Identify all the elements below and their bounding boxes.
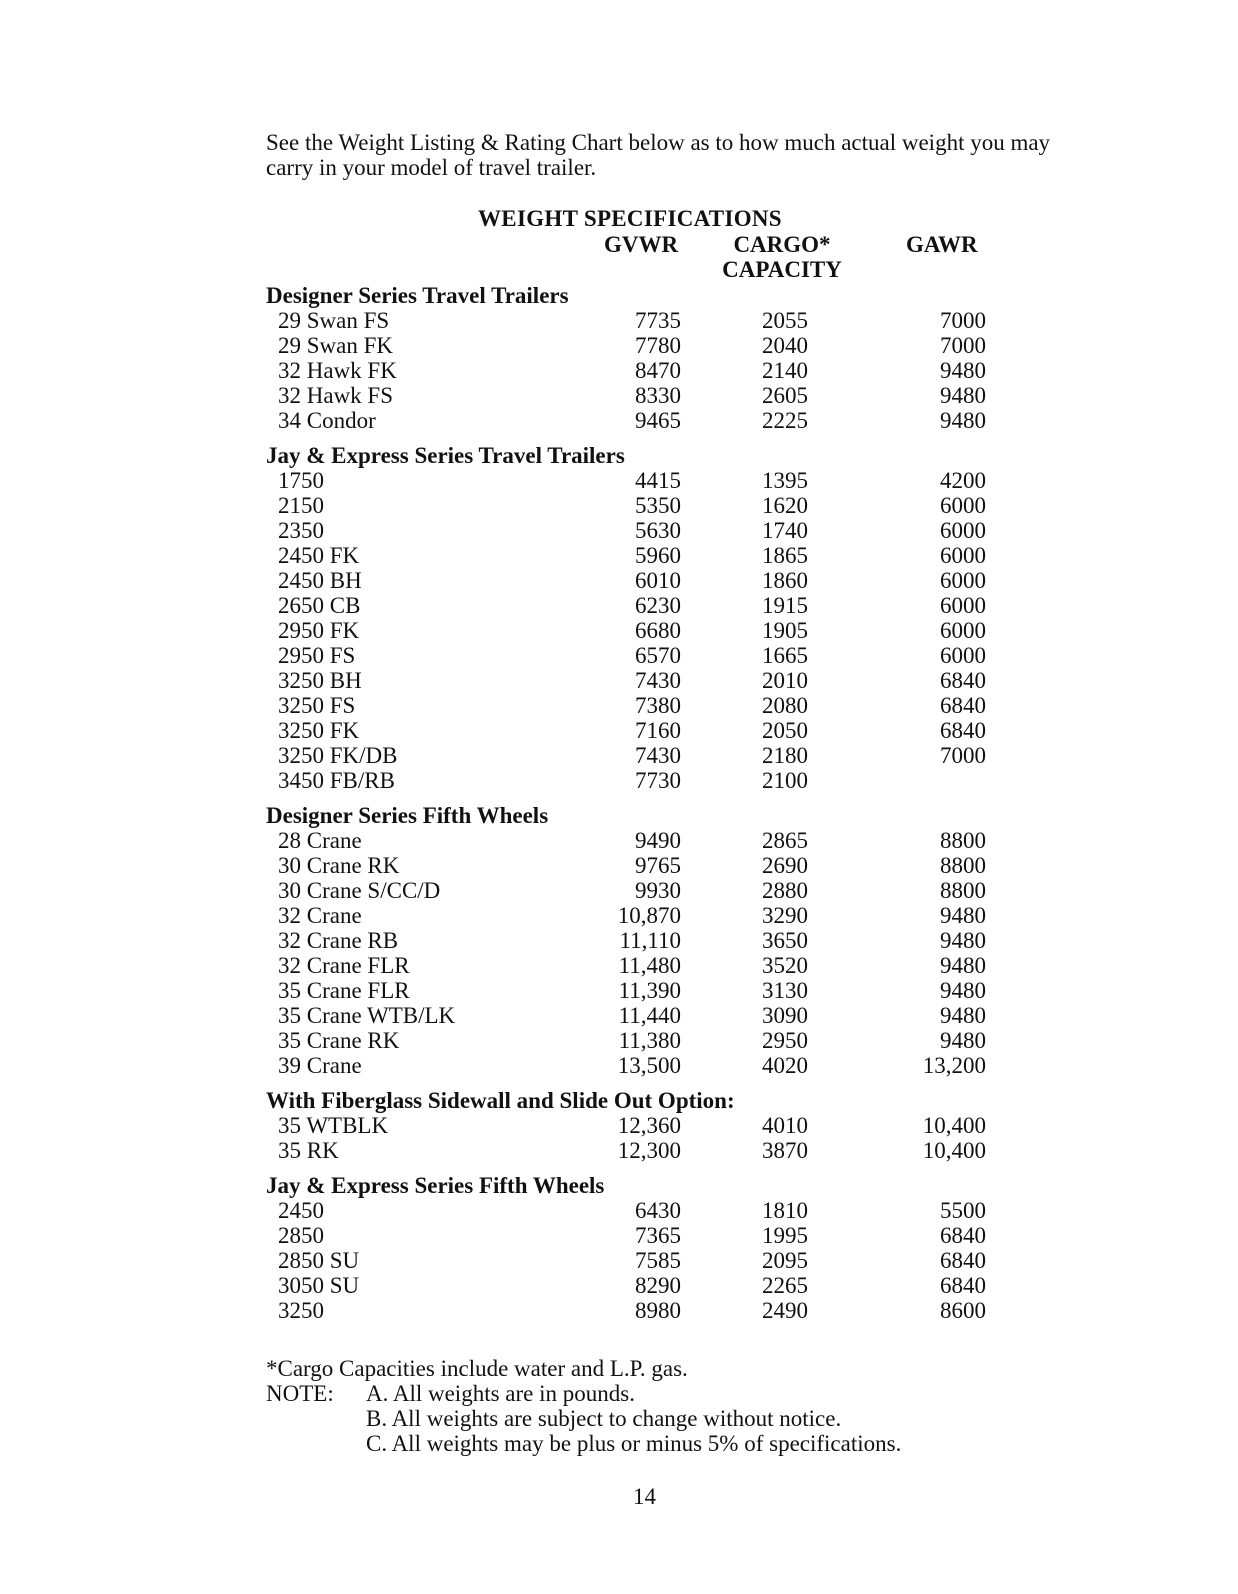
gvwr-cell: 8470 [635, 358, 681, 383]
gawr-cell: 9480 [940, 383, 986, 408]
gawr-cell: 6000 [940, 518, 986, 543]
model-cell: 2450 [278, 1198, 324, 1223]
table-row [266, 953, 1006, 978]
gawr-cell: 9480 [940, 903, 986, 928]
cargo-cell: 2010 [762, 668, 808, 693]
gvwr-cell: 9490 [635, 828, 681, 853]
cargo-cell: 2225 [762, 408, 808, 433]
table-row [266, 668, 1006, 693]
cargo-cell: 1860 [762, 568, 808, 593]
model-cell: 32 Crane RB [278, 928, 399, 953]
cargo-cell: 1395 [762, 468, 808, 493]
section-title: With Fiberglass Sidewall and Slide Out Option: [266, 1088, 735, 1113]
gawr-cell: 9480 [940, 1003, 986, 1028]
gvwr-cell: 8330 [635, 383, 681, 408]
gawr-cell: 5500 [940, 1198, 986, 1223]
cargo-cell: 3290 [762, 903, 808, 928]
cargo-cell: 2040 [762, 333, 808, 358]
cargo-cell: 2490 [762, 1298, 808, 1323]
cargo-cell: 4020 [762, 1053, 808, 1078]
model-cell: 2950 FK [278, 618, 360, 643]
model-cell: 3250 FK/DB [278, 743, 398, 768]
gawr-cell: 6000 [940, 543, 986, 568]
table-row [266, 308, 1006, 333]
table-row [266, 333, 1006, 358]
table-row [266, 593, 1006, 618]
cargo-cell: 2690 [762, 853, 808, 878]
page-number: 14 [633, 1484, 656, 1509]
table-row [266, 1198, 1006, 1223]
cargo-cell: 4010 [762, 1113, 808, 1138]
model-cell: 2650 CB [278, 593, 361, 618]
model-cell: 3250 BH [278, 668, 362, 693]
gawr-cell: 7000 [940, 333, 986, 358]
cargo-cell: 3130 [762, 978, 808, 1003]
gawr-cell: 9480 [940, 1028, 986, 1053]
model-cell: 30 Crane S/CC/D [278, 878, 441, 903]
model-cell: 2450 FK [278, 543, 360, 568]
model-cell: 3250 [278, 1298, 324, 1323]
cargo-cell: 2100 [762, 768, 808, 793]
gvwr-cell: 7365 [635, 1223, 681, 1248]
gvwr-cell: 6230 [635, 593, 681, 618]
table-row [266, 468, 1006, 493]
table-row [266, 828, 1006, 853]
intro-paragraph: See the Weight Listing & Rating Chart below as to how much actual weight you may carry in your model of travel trailer. [266, 130, 1051, 180]
table-row [266, 903, 1006, 928]
gvwr-cell: 7735 [635, 308, 681, 333]
table-section [266, 1088, 1006, 1163]
table-row [266, 358, 1006, 383]
gvwr-cell: 13,500 [617, 1053, 681, 1078]
note-item: C. All weights may be plus or minus 5% of specifications. [366, 1431, 902, 1456]
table-row [266, 518, 1006, 543]
gawr-cell: 6000 [940, 568, 986, 593]
model-cell: 35 WTBLK [278, 1113, 389, 1138]
gvwr-cell: 9930 [635, 878, 681, 903]
model-cell: 2850 SU [278, 1248, 360, 1273]
model-cell: 28 Crane [278, 828, 362, 853]
gvwr-cell: 8290 [635, 1273, 681, 1298]
gawr-cell: 6840 [940, 1248, 986, 1273]
model-cell: 32 Hawk FS [278, 383, 394, 408]
gvwr-cell: 7585 [635, 1248, 681, 1273]
cargo-cell: 2605 [762, 383, 808, 408]
cargo-cell: 2140 [762, 358, 808, 383]
gvwr-cell: 6570 [635, 643, 681, 668]
model-cell: 2150 [278, 493, 324, 518]
model-cell: 29 Swan FK [278, 333, 394, 358]
table-row [266, 928, 1006, 953]
section-title: Designer Series Travel Trailers [266, 283, 569, 308]
model-cell: 32 Crane [278, 903, 362, 928]
model-cell: 32 Crane FLR [278, 953, 410, 978]
gvwr-cell: 6680 [635, 618, 681, 643]
model-cell: 2350 [278, 518, 324, 543]
cargo-cell: 3870 [762, 1138, 808, 1163]
model-cell: 35 Crane FLR [278, 978, 410, 1003]
section-title: Jay & Express Series Fifth Wheels [266, 1173, 605, 1198]
table-row [266, 1028, 1006, 1053]
gvwr-cell: 11,440 [618, 1003, 681, 1028]
gawr-cell: 8800 [940, 878, 986, 903]
table-row [266, 1138, 1006, 1163]
gawr-cell: 7000 [940, 743, 986, 768]
cargo-cell: 1905 [762, 618, 808, 643]
gvwr-cell: 7730 [635, 768, 681, 793]
gawr-cell: 4200 [940, 468, 986, 493]
cargo-cell: 2050 [762, 718, 808, 743]
table-row [266, 1273, 1006, 1298]
table-row [266, 643, 1006, 668]
gvwr-cell: 7780 [635, 333, 681, 358]
cargo-cell: 3650 [762, 928, 808, 953]
gawr-cell: 6840 [940, 693, 986, 718]
gvwr-cell: 10,870 [617, 903, 681, 928]
table-row [266, 1113, 1006, 1138]
gvwr-cell: 7380 [635, 693, 681, 718]
table-row [266, 383, 1006, 408]
cargo-cell: 2865 [762, 828, 808, 853]
note-item: B. All weights are subject to change without notice. [366, 1406, 842, 1431]
table-row [266, 693, 1006, 718]
cargo-cell: 1995 [762, 1223, 808, 1248]
gawr-cell: 6000 [940, 643, 986, 668]
gawr-cell: 6840 [940, 1273, 986, 1298]
gawr-cell: 9480 [940, 358, 986, 383]
table-heading: WEIGHT SPECIFICATIONS [478, 206, 782, 231]
model-cell: 29 Swan FS [278, 308, 390, 333]
gvwr-cell: 11,380 [618, 1028, 681, 1053]
gawr-cell: 8800 [940, 828, 986, 853]
model-cell: 39 Crane [278, 1053, 362, 1078]
gawr-cell: 6000 [940, 493, 986, 518]
weight-specifications-table [266, 283, 1006, 1333]
cargo-cell: 1665 [762, 643, 808, 668]
model-cell: 35 Crane RK [278, 1028, 400, 1053]
model-cell: 32 Hawk FK [278, 358, 397, 383]
note-item: A. All weights are in pounds. [366, 1381, 635, 1406]
gawr-cell: 6840 [940, 1223, 986, 1248]
table-row [266, 1223, 1006, 1248]
cargo-cell: 2265 [762, 1273, 808, 1298]
table-row [266, 853, 1006, 878]
model-cell: 3450 FB/RB [278, 768, 395, 793]
model-cell: 30 Crane RK [278, 853, 400, 878]
model-cell: 35 Crane WTB/LK [278, 1003, 456, 1028]
gvwr-cell: 6010 [635, 568, 681, 593]
column-header-gvwr: GVWR [604, 232, 679, 257]
model-cell: 2450 BH [278, 568, 362, 593]
model-cell: 3250 FK [278, 718, 360, 743]
column-header-cargo-line1: CARGO* [733, 232, 831, 257]
gawr-cell: 6840 [940, 718, 986, 743]
gawr-cell: 6000 [940, 618, 986, 643]
gvwr-cell: 8980 [635, 1298, 681, 1323]
model-cell: 35 RK [278, 1138, 339, 1163]
gvwr-cell: 9465 [635, 408, 681, 433]
gawr-cell: 9480 [940, 928, 986, 953]
table-row [266, 1003, 1006, 1028]
notes-label: NOTE: [266, 1381, 334, 1406]
gawr-cell: 9480 [940, 408, 986, 433]
gvwr-cell: 7430 [635, 743, 681, 768]
table-row [266, 978, 1006, 1003]
section-title: Designer Series Fifth Wheels [266, 803, 549, 828]
table-section [266, 1173, 1006, 1323]
gvwr-cell: 7160 [635, 718, 681, 743]
gawr-cell: 8800 [940, 853, 986, 878]
table-row [266, 543, 1006, 568]
cargo-cell: 1810 [762, 1198, 808, 1223]
cargo-footnote: *Cargo Capacities include water and L.P. gas. [266, 1356, 688, 1381]
model-cell: 2950 FS [278, 643, 356, 668]
column-header-cargo [714, 232, 850, 282]
gvwr-cell: 5630 [635, 518, 681, 543]
table-section [266, 443, 1006, 793]
model-cell: 2850 [278, 1223, 324, 1248]
gawr-cell: 8600 [940, 1298, 986, 1323]
table-row [266, 718, 1006, 743]
section-title: Jay & Express Series Travel Trailers [266, 443, 625, 468]
cargo-cell: 2080 [762, 693, 808, 718]
gawr-cell: 13,200 [922, 1053, 986, 1078]
model-cell: 3250 FS [278, 693, 356, 718]
gawr-cell: 9480 [940, 978, 986, 1003]
gvwr-cell: 5350 [635, 493, 681, 518]
column-header-gawr: GAWR [906, 232, 978, 257]
cargo-cell: 2880 [762, 878, 808, 903]
model-cell: 3050 SU [278, 1273, 360, 1298]
table-row [266, 743, 1006, 768]
table-row [266, 768, 1006, 793]
model-cell: 34 Condor [278, 408, 376, 433]
gawr-cell: 10,400 [922, 1138, 986, 1163]
table-row [266, 1248, 1006, 1273]
gawr-cell: 10,400 [922, 1113, 986, 1138]
gvwr-cell: 12,300 [617, 1138, 681, 1163]
gvwr-cell: 5960 [635, 543, 681, 568]
gvwr-cell: 4415 [635, 468, 681, 493]
table-row [266, 493, 1006, 518]
gvwr-cell: 9765 [635, 853, 681, 878]
cargo-cell: 1915 [762, 593, 808, 618]
cargo-cell: 3090 [762, 1003, 808, 1028]
gawr-cell: 6000 [940, 593, 986, 618]
gawr-cell: 9480 [940, 953, 986, 978]
table-row [266, 1053, 1006, 1078]
column-header-cargo-line2: CAPACITY [722, 257, 842, 282]
cargo-cell: 1865 [762, 543, 808, 568]
table-row [266, 568, 1006, 593]
gvwr-cell: 6430 [635, 1198, 681, 1223]
table-row [266, 618, 1006, 643]
gvwr-cell: 11,390 [618, 978, 681, 1003]
table-row [266, 878, 1006, 903]
gvwr-cell: 11,480 [618, 953, 681, 978]
notes-list [366, 1381, 901, 1456]
cargo-cell: 1620 [762, 493, 808, 518]
gawr-cell: 6840 [940, 668, 986, 693]
gvwr-cell: 11,110 [619, 928, 681, 953]
table-section [266, 803, 1006, 1078]
table-section [266, 283, 1006, 433]
table-row [266, 1298, 1006, 1323]
cargo-cell: 1740 [762, 518, 808, 543]
model-cell: 1750 [278, 468, 324, 493]
cargo-cell: 2180 [762, 743, 808, 768]
cargo-cell: 2095 [762, 1248, 808, 1273]
gawr-cell: 7000 [940, 308, 986, 333]
table-row [266, 408, 1006, 433]
cargo-cell: 2950 [762, 1028, 808, 1053]
gvwr-cell: 12,360 [617, 1113, 681, 1138]
cargo-cell: 3520 [762, 953, 808, 978]
gvwr-cell: 7430 [635, 668, 681, 693]
cargo-cell: 2055 [762, 308, 808, 333]
